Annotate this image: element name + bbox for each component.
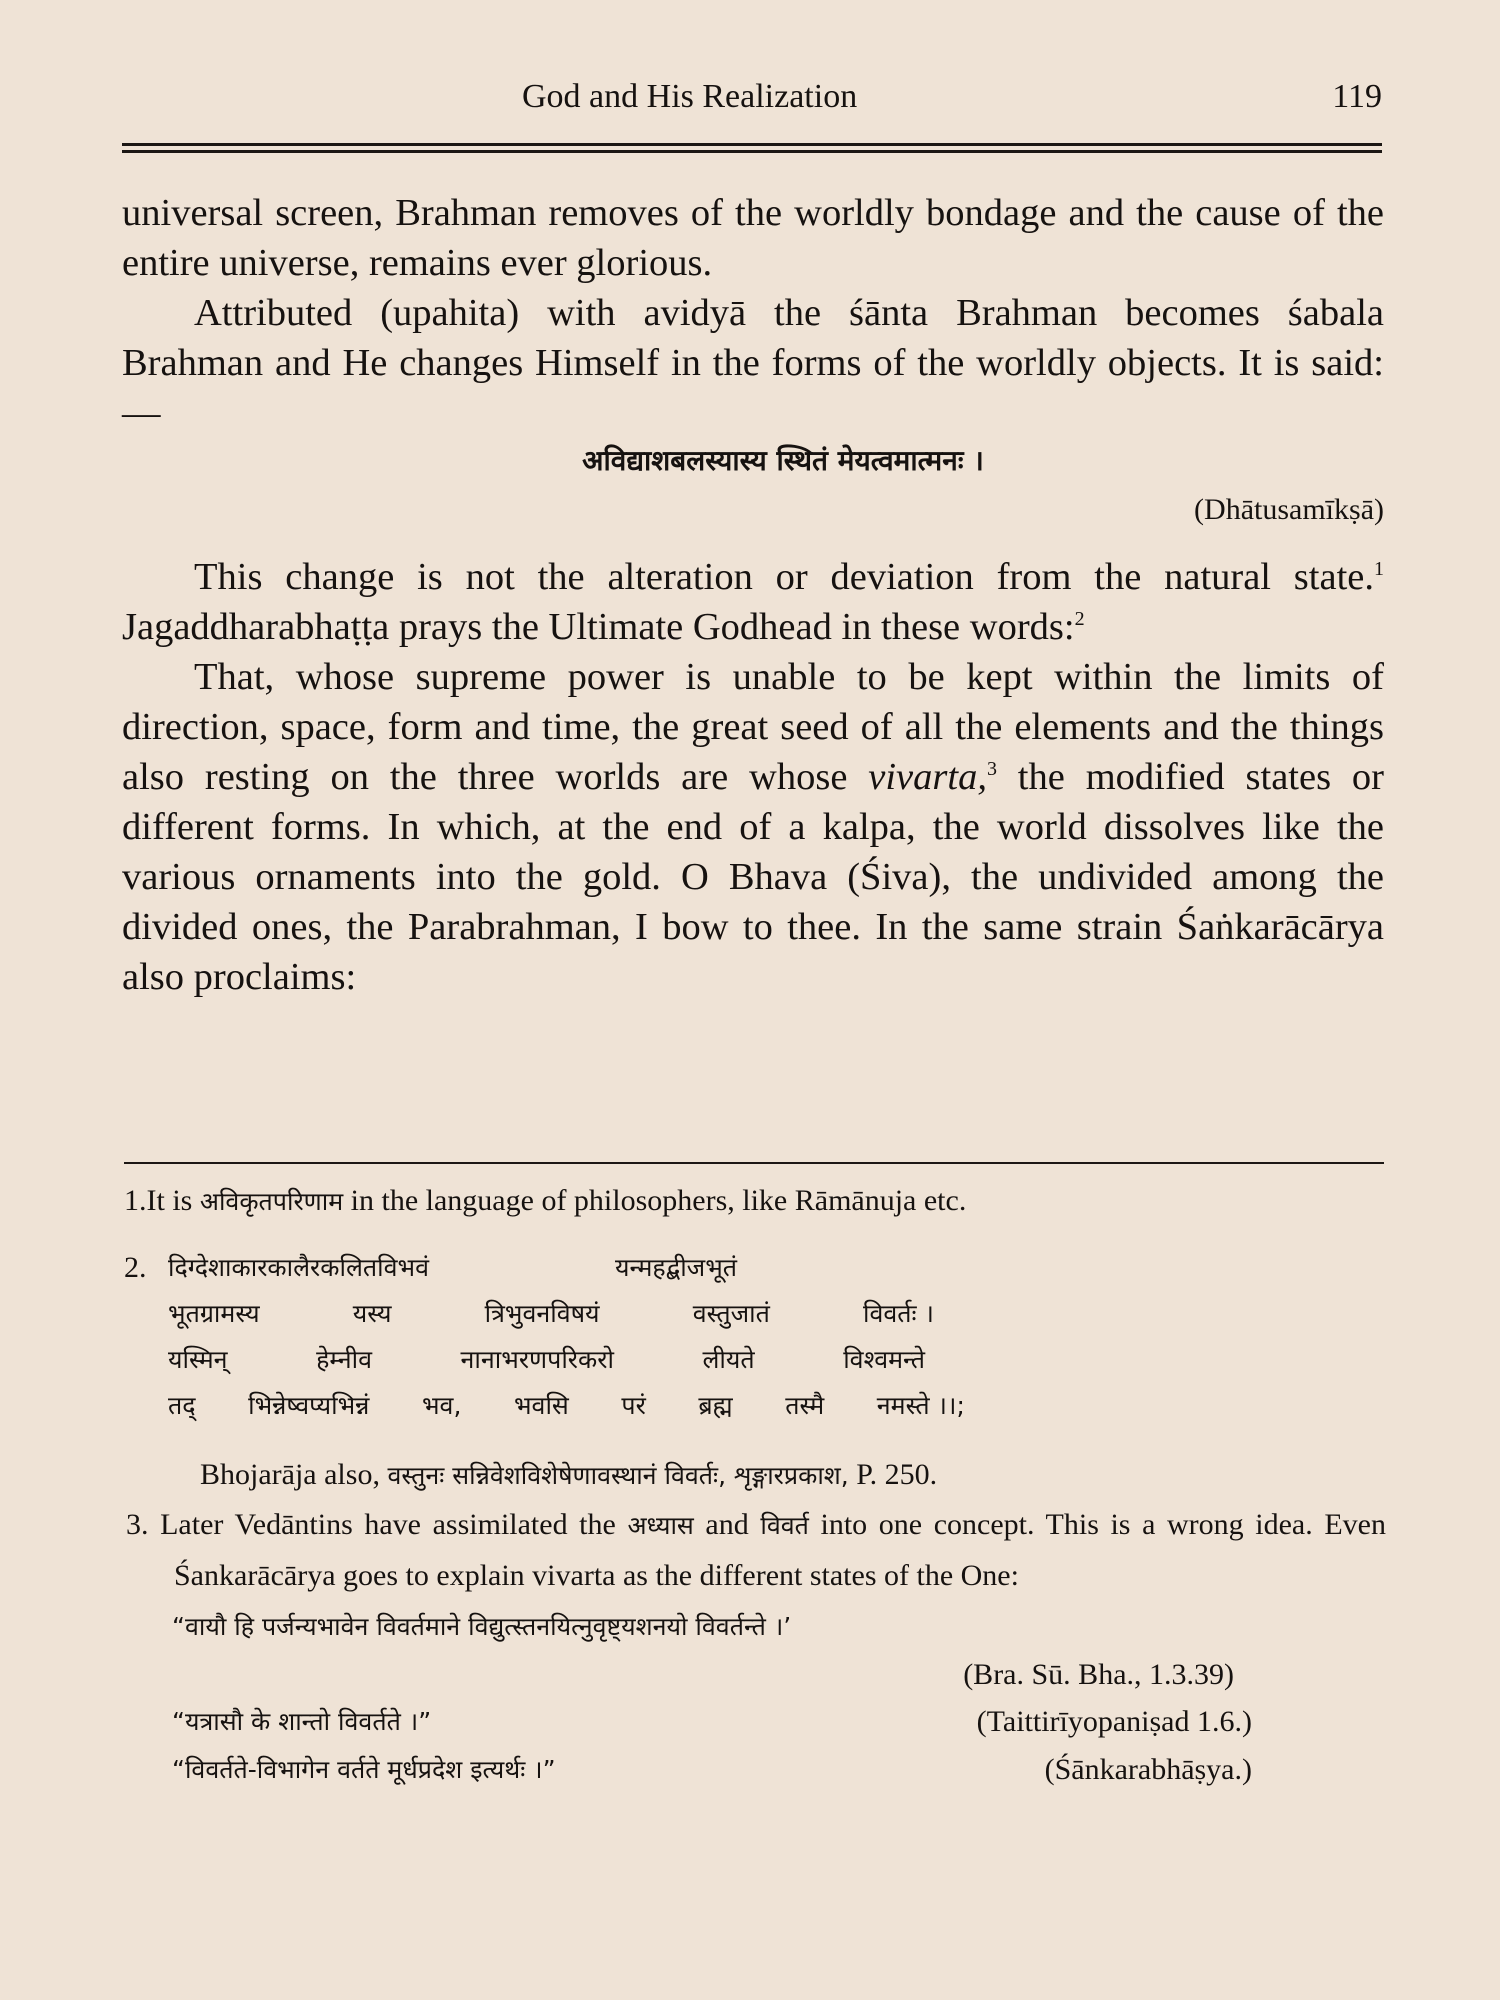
verse-line-4: तद् भिन्नेष्वप्यभिन्नं भव, भवसि परं ब्रह्म तस्मै नमस्ते ।।;: [168, 1391, 965, 1420]
quote-3: “विवर्तते-विभागेन वर्तते मूर्धप्रदेश इत्यर्थः ।” (Śānkarabhāṣya.): [124, 1746, 1252, 1794]
quote-source: (Dhātusamīkṣā): [1194, 493, 1384, 526]
paragraph-3: This change is not the alteration or deviation from the natural state.$^1$ Jagaddharabhaṭṭa prays the Ultimate Godhead in these words:$^2$: [122, 556, 1384, 648]
quote-1-source: (Bra. Sū. Bha., 1.3.39): [963, 1658, 1234, 1691]
page-number: 119: [1332, 78, 1382, 115]
footnote-ref-1: 1: [1374, 558, 1384, 581]
paragraph-1: universal screen, Brahman removes of the worldly bondage and the cause of the entire universe, remains ever glorious.: [122, 192, 1384, 284]
paragraph-2: Attributed (upahita) with avidyā the śānta Brahman becomes śabala Brahman and He changes Himself in the forms of the worldly objects. It is said:—: [122, 292, 1384, 434]
sanskrit-verse: [124, 1245, 1386, 1429]
vivarta-term: vivarta,: [868, 756, 987, 798]
quote-3-source: (Śānkarabhāṣya.): [1044, 1753, 1252, 1786]
footnote-3: 3. Later Vedāntins have assimilated the अध्यास and विवर्त into one concept. This is a wrong idea. Even Śankarācārya goes to explain vivarta as the different states of the One:: [126, 1508, 1386, 1592]
header-double-rule: [122, 143, 1382, 153]
paragraph-4: That, whose supreme power is unable to be kept within the limits of direction, space, form and time, the great seed of all the elements and the things also resting on the three worlds are whose vivarta,$^3$ the modified states or different forms. In which, at the end of a kalpa, the world dissolves like the various ornaments into the gold. O Bhava (Śiva), the undivided among the divided ones, the Parabrahman, I bow to thee. In the same strain Śaṅkarācārya also proclaims:: [122, 656, 1384, 998]
bhojaraja-note: Bhojarāja also, वस्तुनः सन्निवेशविशेषेणावस्थानं विवर्तः, शृङ्गारप्रकाश, P. 250.: [200, 1458, 938, 1491]
footnote-ref-3: 3: [986, 758, 997, 781]
verse-line-1: दिग्देशाकारकालैरकलितविभवं यन्महद्बीजभूतं: [168, 1253, 738, 1282]
main-text: [122, 188, 1384, 1002]
footnote-1: 1.It is अविकृतपरिणाम in the language of philosophers, like Rāmānuja etc.: [124, 1184, 967, 1217]
quote-2: “यत्रासौ के शान्तो विवर्तते ।” (Taittirīyopaniṣad 1.6.): [124, 1698, 1252, 1746]
chapter-title: God and His Realization: [522, 78, 858, 115]
quote-2-source: (Taittirīyopaniṣad 1.6.): [976, 1705, 1252, 1738]
footnote-2: 2. दिग्देशाकारकालैरकलितविभवं यन्महद्बीजभूतं भूतग्रामस्य यस्य त्रिभुवनविषयं वस्तुजातं विवर्तः । यस्मिन् हेम्नीव नानाभरणपरिकरो लीयते विश्वमन्ते तद् भिन्नेष्वप्यभिन्नं भव, भवसि परं ब्रह्म तस्मै नमस्ते ।।;: [124, 1245, 1386, 1429]
quote-1: “वायौ हि पर्जन्यभावेन विवर्तमाने विद्युत्स्तनयित्नुवृष्ट्यशनयो विवर्तन्ते ।’: [172, 1612, 792, 1641]
verse-line-2: भूतग्रामस्य यस्य त्रिभुवनविषयं वस्तुजातं विवर्तः ।: [168, 1299, 934, 1328]
footnote-rule: [124, 1162, 1384, 1164]
footnotes: [124, 1180, 1386, 1794]
sanskrit-quote: अविद्याशबलस्यास्य स्थितं मेयत्वमात्मनः ।: [582, 444, 984, 477]
footnote-ref-2: 2: [1074, 608, 1085, 631]
running-header: [122, 78, 1382, 128]
verse-line-3: यस्मिन् हेम्नीव नानाभरणपरिकरो लीयते विश्वमन्ते: [168, 1345, 925, 1374]
